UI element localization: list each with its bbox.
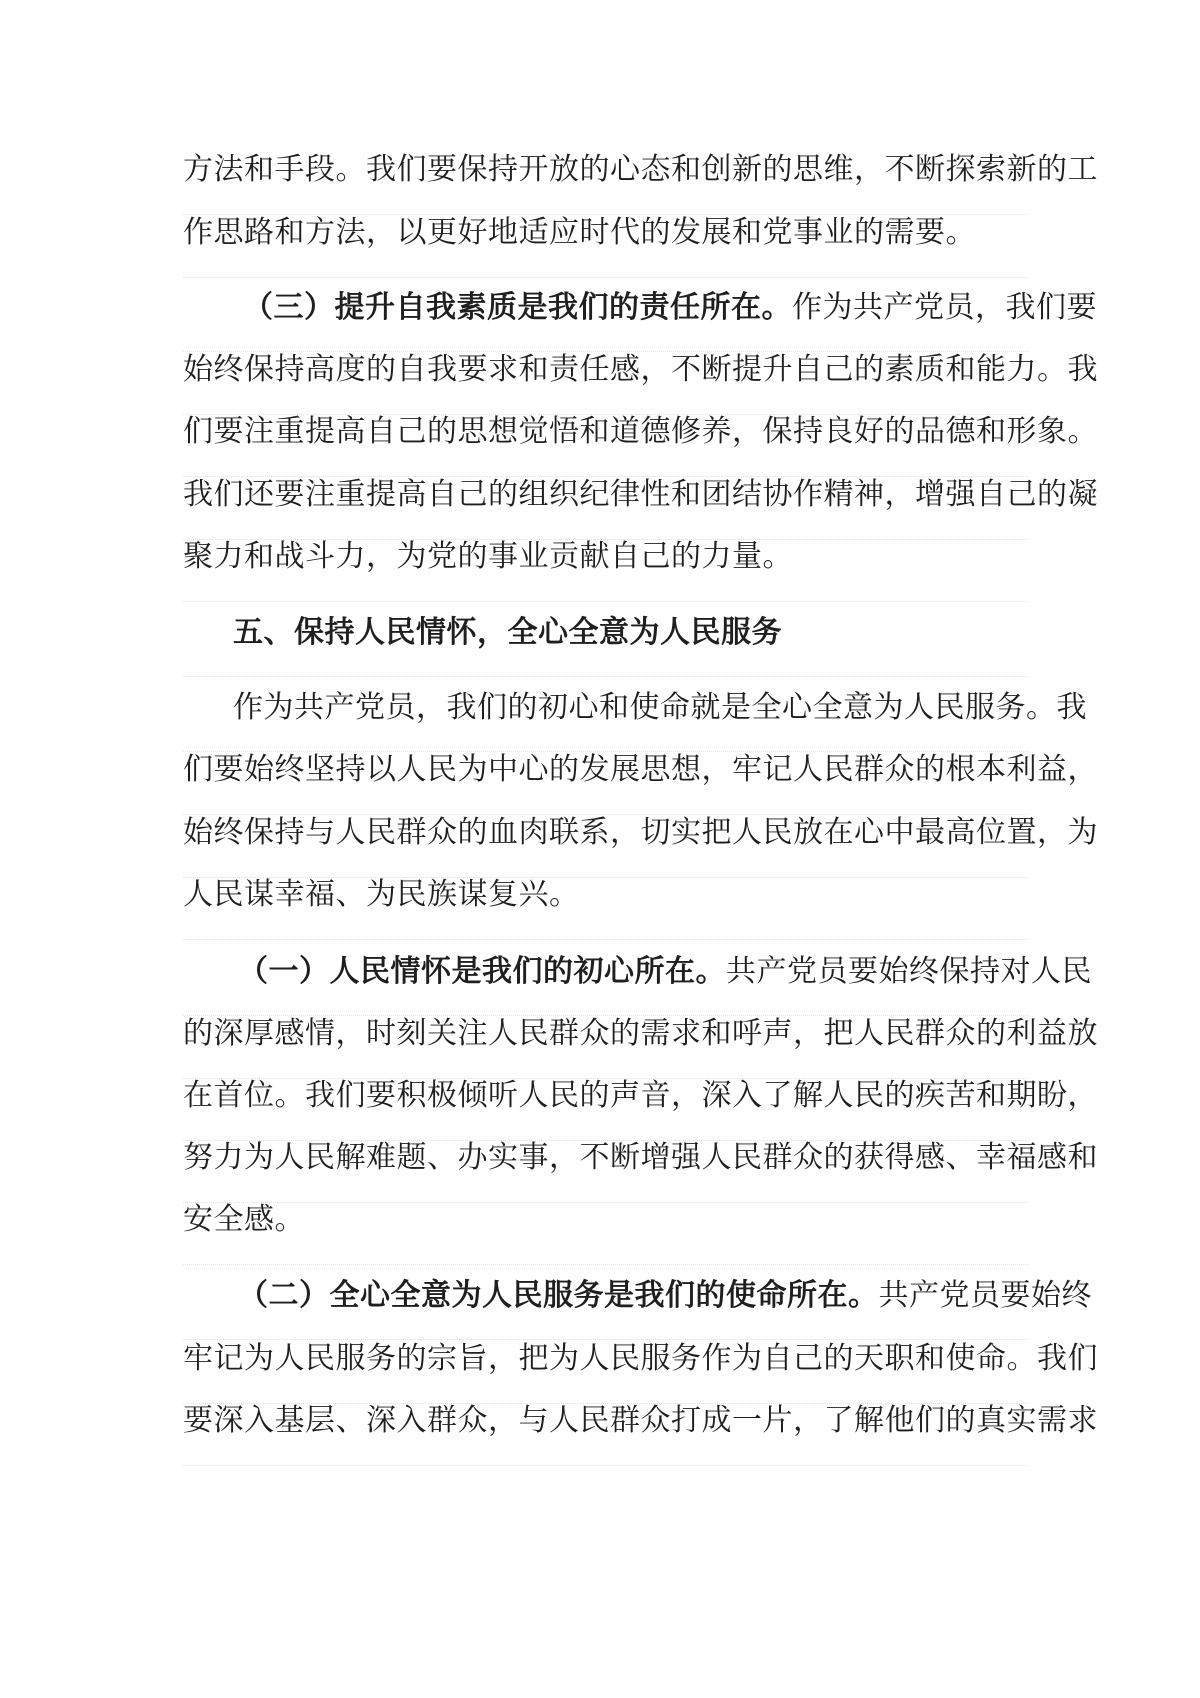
line-text: 我们还要注重提高自己的组织纪律性和团结协作精神，增强自己的凝 [183,477,1098,512]
line-text: 方法和手段。我们要保持开放的心态和创新的思维，不断探索新的工 [183,152,1098,187]
line-text: 人民谋幸福、为民族谋复兴。 [183,877,580,912]
line-text: 的深厚感情，时刻关注人民群众的需求和呼声，把人民群众的利益放 [183,1016,1098,1051]
heading-text: 五、保持人民情怀，全心全意为人民服务 [233,615,782,650]
line-text: 牢记为人民服务的宗旨，把为人民服务作为自己的天职和使命。我们 [183,1341,1098,1376]
section-title [183,613,1028,677]
text-line [183,750,1098,815]
line-text: 努力为人民解难题、办实事，不断增强人民群众的获得感、幸福感和 [183,1140,1098,1175]
line-text: 在首位。我们要积极倾听人民的声音，深入了解人民的疾苦和期盼， [183,1078,1098,1113]
text-line [183,1339,1098,1404]
text-line [183,813,1098,878]
text-line [183,350,1098,415]
line-text: 聚力和战斗力，为党的事业贡献自己的力量。 [183,539,793,574]
text-line [183,688,1087,752]
text-line [183,875,1028,940]
section-heading-2: （二）全心全意为人民服务是我们的使命所在。 [238,1278,879,1313]
text-line [183,1014,1098,1079]
text-line [183,1076,1098,1141]
section-heading-1: （一）人民情怀是我们的初心所在。 [238,954,726,989]
line-text: 们要注重提高自己的思想觉悟和道德修养，保持良好的品德和形象。 [183,414,1098,449]
line-text: 始终保持与人民群众的血肉联系，切实把人民放在心中最高位置，为 [183,815,1098,850]
text-line [183,1401,1098,1466]
text-line [183,537,1028,602]
text-line [183,1200,1028,1265]
line-text: 们要始终坚持以人民为中心的发展思想，牢记人民群众的根本利益， [183,752,1098,787]
text-line [183,288,1097,352]
line-text: 作为共产党员，我们要 [792,290,1097,325]
line-text: 作为共产党员，我们的初心和使命就是全心全意为人民服务。我 [233,690,1087,725]
line-text: 始终保持高度的自我要求和责任感，不断提升自己的素质和能力。我 [183,352,1098,387]
text-line [183,475,1098,540]
text-line [183,952,1092,1016]
text-line [183,213,1028,278]
line-text: 作思路和方法，以更好地适应时代的发展和党事业的需要。 [183,215,976,250]
line-text: 共产党员要始终 [878,1278,1092,1313]
text-line [183,150,1098,215]
text-line [183,1276,1092,1340]
section-heading-3: （三）提升自我素质是我们的责任所在。 [243,290,792,325]
line-text: 要深入基层、深入群众，与人民群众打成一片，了解他们的真实需求 [183,1403,1098,1438]
text-line [183,1138,1098,1203]
text-line [183,412,1098,477]
line-text: 共产党员要始终保持对人民 [726,954,1092,989]
line-text: 安全感。 [183,1202,305,1237]
